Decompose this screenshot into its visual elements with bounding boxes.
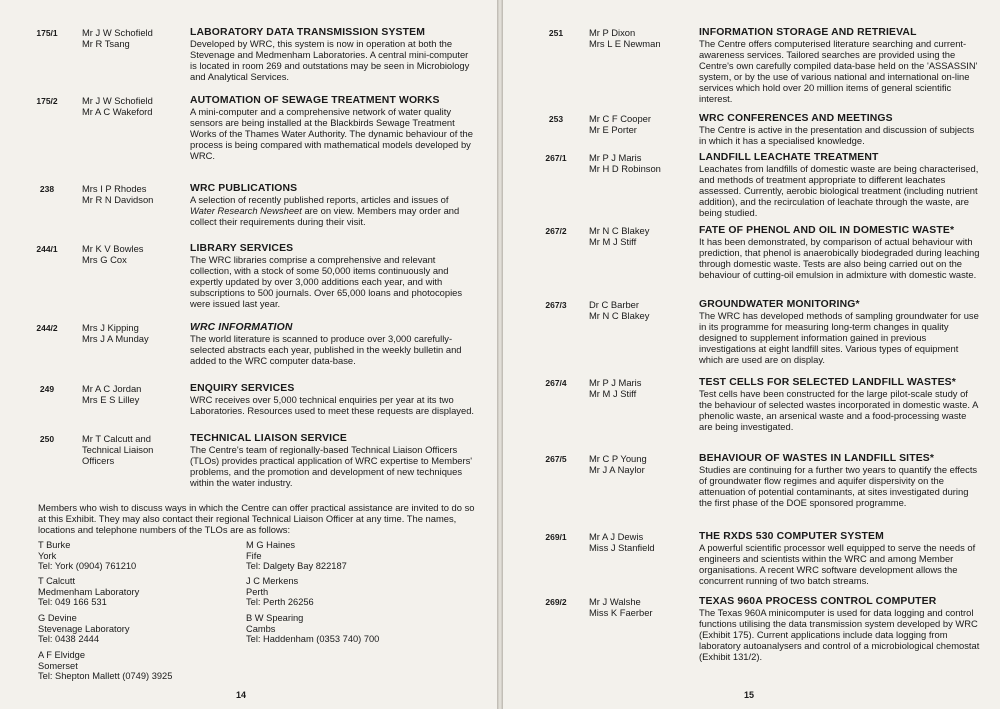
tlo-name: T Burke [38, 540, 71, 550]
exhibit-presenters [82, 243, 186, 265]
exhibit-presenters [82, 383, 186, 405]
presenter-name: Mr N C Blakey [589, 225, 650, 236]
exhibit-number: 250 [39, 434, 55, 444]
exhibit-number: 249 [39, 384, 55, 394]
tlo-location: Medmenham Laboratory [38, 586, 140, 597]
exhibit-presenters [589, 531, 693, 553]
exhibit-title: WRC PUBLICATIONS [190, 183, 298, 194]
tlo-contact [38, 540, 208, 572]
exhibit-description: The world literature is scanned to produce over 3,000 carefully-selected abstracts each year, published in the weekly bulletin and added to the WRC computer data-base. [190, 333, 462, 367]
tlo-location: Fife [246, 550, 262, 561]
page-number: 14 [236, 690, 247, 700]
presenter-name: Mr J Walshe [589, 596, 641, 607]
exhibit-presenters [589, 113, 693, 135]
exhibit-description: The WRC has developed methods of sampling groundwater for use in its programme for measuring long-term changes in quality designed to supplement information gained in previous investigations at eight landfill sites. Various types of equipment which are used are on display. [699, 310, 979, 366]
exhibit-title: TEST CELLS FOR SELECTED LANDFILL WASTES* [699, 377, 956, 388]
presenter-name: Mr P J Maris [589, 377, 642, 388]
exhibit-title: WRC INFORMATION [190, 322, 293, 333]
exhibit-description: A powerful scientific processor well equipped to serve the needs of engineers and scientists within the WRC and among Member organisations. A recent WRC software development allows the concurrent running of two batch streams. [699, 542, 976, 587]
exhibit-description: The WRC libraries comprise a comprehensive and relevant collection, with a stock of some 50,000 items continuously and expertly updated by over 3,000 additions each year, and with subscriptions to 500 journals. Over 65,000 loans and photocopies were issued last year. [190, 254, 463, 310]
presenter-name: Mr J W Schofield [82, 95, 153, 106]
exhibit-presenters [589, 27, 693, 49]
exhibit-content [699, 152, 981, 218]
exhibit-presenters [82, 433, 186, 466]
exhibit-title: THE RXDS 530 COMPUTER SYSTEM [699, 531, 884, 542]
tlo-telephone: Tel: Haddenham (0353 740) 700 [246, 634, 380, 645]
presenter-name: Mrs J A Munday [82, 333, 149, 344]
exhibit-description: A mini-computer and a comprehensive network of water quality sensors are being installed at the Blackbirds Sewage Treatment Works of the Thames Water Authority. The dynamic behaviour of the process is being compared with mathematical models developed by WRC. [190, 106, 473, 162]
presenter-name: Mrs I P Rhodes [82, 183, 147, 194]
exhibit-title: BEHAVIOUR OF WASTES IN LANDFILL SITES* [699, 453, 935, 464]
tlo-name: G Devine [38, 613, 77, 623]
exhibit-title: LABORATORY DATA TRANSMISSION SYSTEM [190, 27, 426, 38]
presenter-name: Mrs J Kipping [82, 322, 139, 333]
exhibit-content [699, 225, 981, 280]
exhibit-number: 269/2 [545, 597, 567, 607]
exhibit-description: Developed by WRC, this system is now in operation at both the Stevenage and Medmenham Laboratories. A central mini-computer is located in room 269 and outstations may be seen in Microbiology and Analytical Services. [190, 38, 470, 83]
exhibit-content [190, 27, 475, 82]
presenter-name: Mr E Porter [589, 124, 637, 135]
exhibit-number: 175/1 [36, 28, 58, 38]
tlo-telephone: Tel: Dalgety Bay 822187 [246, 561, 347, 572]
exhibit-presenters [82, 322, 186, 344]
exhibit-content [190, 322, 475, 366]
tlo-contact [246, 540, 416, 572]
exhibit-number: 269/1 [545, 532, 567, 542]
exhibit-content [699, 113, 981, 146]
presenter-name: Mr N C Blakey [589, 310, 650, 321]
exhibit-content [190, 95, 475, 161]
exhibit-title: WRC CONFERENCES AND MEETINGS [699, 113, 893, 124]
tlo-name: T Calcutt [38, 576, 76, 586]
presenter-name: Mr P J Maris [589, 152, 642, 163]
exhibit-title: LANDFILL LEACHATE TREATMENT [699, 152, 879, 163]
presenter-name: Mr C P Young [589, 453, 647, 464]
exhibit-description: The Centre is active in the presentation and discussion of subjects in which it has a specialised knowledge. [699, 124, 975, 147]
exhibit-presenters [589, 152, 693, 174]
exhibit-presenters [589, 453, 693, 475]
exhibit-number: 267/4 [545, 378, 567, 388]
presenter-name: Technical Liaison [82, 444, 154, 455]
exhibit-content [699, 531, 981, 586]
exhibit-number: 251 [548, 28, 564, 38]
tlo-contact [246, 576, 416, 608]
exhibit-content [190, 433, 475, 488]
exhibit-description: The Centre offers computerised literature searching and current-awareness services. Tailored searches are provided using the Centre's own carefully compiled data-base held on the 'ASSASSIN' system, or by the use of various national and international on-line services which hold over 20 million items of general scientific interest. [699, 38, 978, 105]
tlo-contact [246, 613, 416, 645]
exhibit-number: 267/1 [545, 153, 567, 163]
exhibit-title: ENQUIRY SERVICES [190, 383, 295, 394]
tlo-name: B W Spearing [246, 613, 304, 623]
exhibit-content [699, 27, 981, 105]
presenter-name: Mr A C Wakeford [82, 106, 153, 117]
presenter-name: Mr A J Dewis [589, 531, 644, 542]
tlo-telephone: Tel: 049 166 531 [38, 597, 107, 608]
presenter-name: Mr M J Stiff [589, 388, 637, 399]
exhibit-number: 267/2 [545, 226, 567, 236]
exhibit-content [699, 596, 981, 662]
left-page [0, 0, 497, 709]
presenter-name: Mr J A Naylor [589, 464, 645, 475]
exhibit-description: A selection of recently published reports, articles and issues of Water Research Newsheet are on view. Members may order and collect their requirements during their visit. [190, 194, 460, 228]
exhibit-title: INFORMATION STORAGE AND RETRIEVAL [699, 27, 917, 38]
tlo-location: York [38, 550, 57, 561]
exhibit-title: FATE OF PHENOL AND OIL IN DOMESTIC WASTE* [699, 225, 955, 236]
presenter-name: Dr C Barber [589, 299, 640, 310]
exhibit-description: Leachates from landfills of domestic waste are being characterised, and methods of treatment appropriate to different leachates assessed. Currently, aerobic biological treatment (including nutrient addition), and the recirculation of leachate through the waste, are being studied. [699, 163, 979, 219]
presenter-name: Mr R N Davidson [82, 194, 154, 205]
exhibit-presenters [589, 377, 693, 399]
tlo-telephone: Tel: Shepton Mallett (0749) 3925 [38, 671, 173, 682]
presenter-name: Mr C F Cooper [589, 113, 651, 124]
tlo-intro-paragraph: Members who wish to discuss ways in which the Centre can offer practical assistance are invited to do so at this Exhibit. They may also contact their regional Technical Liaison Officer at any time. The names, locations and telephone numbers of the TLOs are as follows: [38, 502, 475, 536]
presenter-name: Mr J W Schofield [82, 27, 153, 38]
exhibit-presenters [589, 225, 693, 247]
tlo-contact [38, 576, 208, 608]
exhibit-number: 244/1 [36, 244, 58, 254]
exhibit-number: 244/2 [36, 323, 58, 333]
exhibit-number: 238 [39, 184, 55, 194]
tlo-name: A F Elvidge [38, 650, 86, 660]
presenter-name: Mr A C Jordan [82, 383, 142, 394]
exhibit-number: 267/5 [545, 454, 567, 464]
exhibit-description: Test cells have been constructed for the large pilot-scale study of the behaviour of selected wastes incorporated in domestic waste. A phenolic waste, an arsenical waste and a food-processing waste are being investigated. [699, 388, 978, 433]
tlo-telephone: Tel: Perth 26256 [246, 597, 314, 608]
presenter-name: Mr T Calcutt and [82, 433, 151, 444]
presenter-name: Miss J Stanfield [589, 542, 655, 553]
tlo-location: Perth [246, 586, 269, 597]
presenter-name: Officers [82, 455, 115, 466]
exhibit-number: 253 [548, 114, 564, 124]
right-page [503, 0, 1000, 709]
exhibit-presenters [589, 299, 693, 321]
exhibit-presenters [589, 596, 693, 618]
exhibit-description: The Centre's team of regionally-based Technical Liaison Officers (TLOs) provides practical application of WRC expertise to Members' problems, and the promotion and development of new techniques within the water industry. [190, 444, 473, 489]
tlo-contact [38, 613, 208, 645]
presenter-name: Mr P Dixon [589, 27, 636, 38]
exhibit-content [699, 377, 981, 432]
tlo-name: M G Haines [246, 540, 296, 550]
presenter-name: Mr M J Stiff [589, 236, 637, 247]
presenter-name: Mrs G Cox [82, 254, 127, 265]
presenter-name: Mr H D Robinson [589, 163, 661, 174]
presenter-name: Mr R Tsang [82, 38, 130, 49]
presenter-name: Mr K V Bowles [82, 243, 144, 254]
exhibit-presenters [82, 27, 186, 49]
tlo-name: J C Merkens [246, 576, 299, 586]
exhibit-description: Studies are continuing for a further two years to quantify the effects of groundwater flow regimes and aquifer dispersivity on the attenuation of potential contaminants, at sites investigated during the first phase of the DOE sponsored programme. [699, 464, 978, 509]
exhibit-title: TEXAS 960A PROCESS CONTROL COMPUTER [699, 596, 937, 607]
page-number: 15 [744, 690, 755, 700]
exhibit-number: 267/3 [545, 300, 567, 310]
exhibit-title: AUTOMATION OF SEWAGE TREATMENT WORKS [190, 95, 440, 106]
presenter-name: Mrs E S Lilley [82, 394, 140, 405]
exhibit-presenters [82, 95, 186, 117]
publication-name: Water Research Newsheet [190, 205, 302, 217]
exhibit-title: LIBRARY SERVICES [190, 243, 294, 254]
exhibit-description: The Texas 960A minicomputer is used for data logging and control functions utilising the data transmission system developed by WRC (Exhibit 175). Current applications include data logging from laboratory autoanalysers and control of a microbiological chemostat (Exhibit 131/2). [699, 607, 980, 663]
tlo-telephone: Tel: 0438 2444 [38, 634, 99, 645]
exhibit-content [190, 183, 475, 227]
tlo-location: Somerset [38, 660, 78, 671]
presenter-name: Miss K Faerber [589, 607, 653, 618]
exhibit-content [699, 299, 981, 365]
exhibit-description: It has been demonstrated, by comparison of actual behaviour with prediction, that phenol is anaerobically biodegraded during leaching through domestic waste. Tests are also being carried out on the behaviour of cutting-oil emulsion in admixture with domestic waste. [699, 236, 980, 281]
presenter-name: Mrs L E Newman [589, 38, 661, 49]
exhibit-content [190, 243, 475, 309]
exhibit-description: WRC receives over 5,000 technical enquiries per year at its two Laboratories. Resources used to meet these requests are displayed. [190, 394, 475, 417]
exhibit-number: 175/2 [36, 96, 58, 106]
exhibit-title: TECHNICAL LIAISON SERVICE [190, 433, 347, 444]
tlo-telephone: Tel: York (0904) 761210 [38, 561, 137, 572]
tlo-contact [38, 650, 208, 682]
tlo-location: Stevenage Laboratory [38, 623, 130, 634]
exhibit-content [699, 453, 981, 508]
tlo-location: Cambs [246, 623, 276, 634]
exhibit-content [190, 383, 475, 416]
exhibit-presenters [82, 183, 186, 205]
exhibit-title: GROUNDWATER MONITORING* [699, 299, 860, 310]
